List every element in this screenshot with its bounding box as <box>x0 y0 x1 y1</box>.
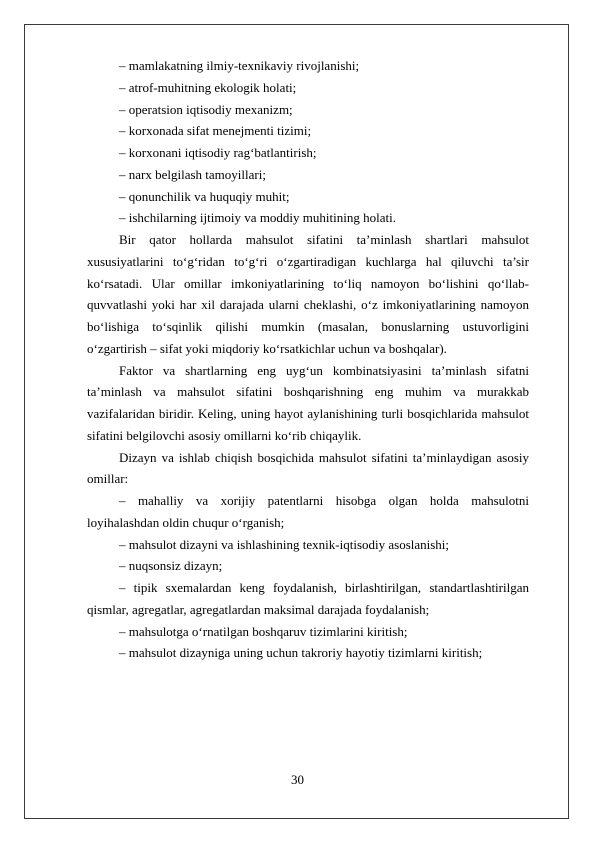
list-item: – atrof-muhitning ekologik holati; <box>119 79 297 95</box>
list-item: – narx belgilash tamoyillari; <box>119 166 266 182</box>
list-item: – operatsion iqtisodiy mexanizm; <box>119 101 293 117</box>
body-paragraph: Bir qator hollarda mahsulot sifatini ta’minlash shartlari mahsulot xususiyatlarini to‘g‘ridan to‘g‘ri o‘zgartiradigan kuchlarga hal qiluvchi ta’sir ko‘rsatadi. Ular omillar imkoniyatlarining to‘liq namoyon bo‘lishini qo‘llab-quvvatlashi yoki har xil darajada ularni cheklashi, o‘z imkoniyatlarining namoyon bo‘lishiga to‘sqinlik qilishi mumkin (masalan, bonuslarning ustuvorligini o‘zgartirish – sifat yoki miqdoriy ko‘rsatkichlar uchun va boshqalar). <box>87 232 529 356</box>
list-item: – tipik sxemalardan keng foydalanish, birlashtirilgan, standartlashtirilgan qismlar, agregatlar, agregatlardan maksimal darajada foydalanish; <box>87 580 529 617</box>
list-item: – ishchilarning ijtimoiy va moddiy muhitining holati. <box>119 210 396 226</box>
list-item: – qonunchilik va huquqiy muhit; <box>119 188 290 204</box>
body-paragraph: Faktor va shartlarning eng uyg‘un kombinatsiyasini ta’minlash sifatni ta’minlash va mahsulot sifatini boshqarishning eng muhim va murakkab vazifalaridan biridir. Keling, uning hayot aylanishining turli bosqichlarida mahsulot sifatini belgilovchi asosiy omillarni ko‘rib chiqaylik. <box>87 362 529 443</box>
page-number: 30 <box>291 772 304 787</box>
list-item: – korxonani iqtisodiy rag‘batlantirish; <box>119 145 317 160</box>
list-item: – mamlakatning ilmiy-texnikaviy rivojlanishi; <box>119 58 360 73</box>
list-item: – nuqsonsiz dizayn; <box>119 558 223 574</box>
list-item: – korxonada sifat menejmenti tizimi; <box>119 123 312 139</box>
list-item: – mahsulot dizayniga uning uchun takroriy hayotiy tizimlarni kiritish; <box>119 645 483 661</box>
document-body <box>87 55 529 664</box>
list-item: – mahalliy va xorijiy patentlarni hisobga olgan holda mahsulotni loyihalashdan oldin chuqur o‘rganish; <box>87 493 529 530</box>
body-paragraph: Dizayn va ishlab chiqish bosqichida mahsulot sifatini ta’minlaydigan asosiy omillar: <box>87 449 529 487</box>
list-item: – mahsulotga o‘rnatilgan boshqaruv tizimlarini kiritish; <box>119 623 408 639</box>
list-item: – mahsulot dizayni va ishlashining texnik-iqtisodiy asoslanishi; <box>119 536 450 552</box>
